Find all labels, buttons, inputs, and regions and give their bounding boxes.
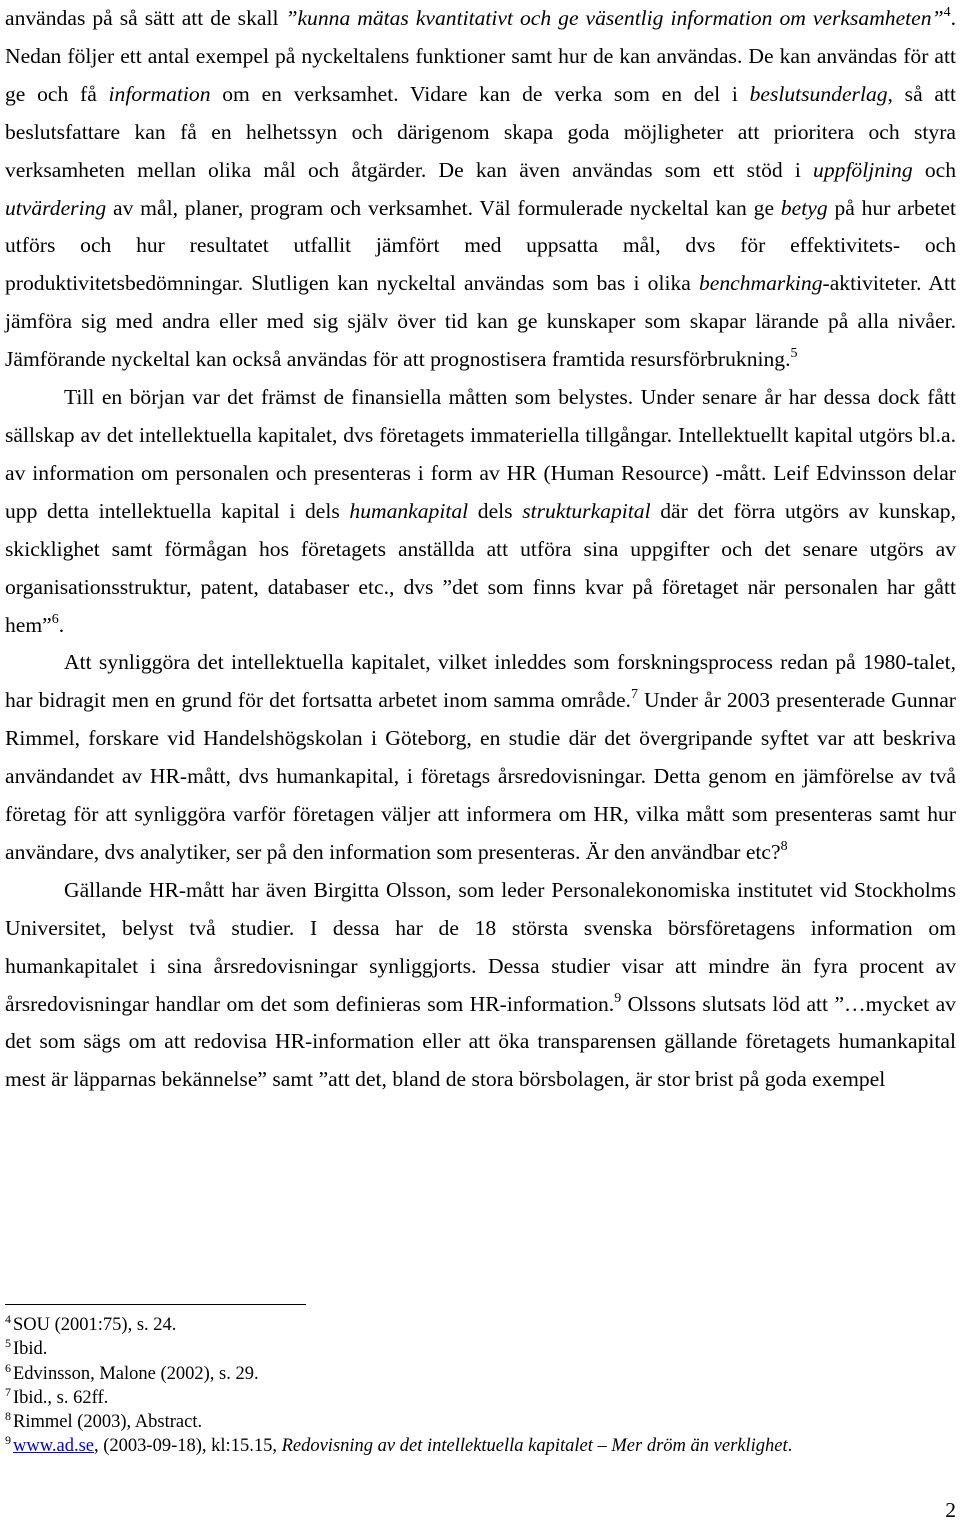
footnote-5: $^5$ Ibid. — [5, 1336, 48, 1360]
footnote-7: $^7$ Ibid., s. 62ff. — [5, 1384, 109, 1408]
paragraph-2: Till en början var det främst de finansiella måtten som belystes. Under senare år har dessa dock fått sällskap av det intellektuella kapitalet, dvs företagets immateriella tillgångar. Intellektuellt kapital utgörs bl.a. av information om personalen och presenteras i form av HR (Human Resource) -mått. Leif Edvinsson delar upp detta intellektuella kapital i dels humankapital dels strukturkapital där det förra utgörs av kunskap, skicklighet samt förmågan hos företagets anställda att utföra sina uppgifter och det senare utgörs av organisationsstruktur, patent, databaser etc., dvs ”det som finns kvar på företaget när personalen har gått hem”$^6$. — [5, 385, 956, 637]
page-number: 2 — [945, 1498, 956, 1522]
paragraph-3: Att synliggöra det intellektuella kapitalet, vilket inleddes som forskningsprocess redan på 1980-talet, har bidragit men en grund för det fortsatta arbetet inom samma område.$^7$ Under år 2003 presenterade Gunnar Rimmel, forskare vid Handelshögskolan i Göteborg, en studie där det övergripande syftet var att beskriva användandet av HR-mått, dvs humankapital, i företags årsredovisningar. Detta genom en jämförelse av två företag för att synliggöra varför företagen väljer att informera om HR, vilka mått som presenteras samt hur användare, dvs analytiker, ser på den information som presenteras. Är den användbar etc?$^8$ — [5, 650, 956, 864]
footnote-ref[interactable]: 9 — [614, 990, 622, 1006]
footnote-6: $^6$ Edvinsson, Malone (2002), s. 29. — [5, 1360, 259, 1384]
footnote-4: $^4$ SOU (2001:75), s. 24. — [5, 1312, 177, 1335]
footnote-link[interactable]: www.ad.se — [13, 1436, 95, 1457]
footnotes — [5, 1313, 956, 1459]
page-body — [5, 0, 956, 1099]
footnote-ref[interactable]: 6 — [51, 611, 59, 627]
footnote-8: $^8$ Rimmel (2003), Abstract. — [5, 1409, 203, 1433]
paragraph-1: användas på så sätt att de skall ”kunna mätas kvantitativt och ge väsentlig information om verksamheten”$^4$. Nedan följer ett antal exempel på nyckeltalens funktioner samt hur de kan användas. De kan användas för att ge och få information om en verksamhet. Vidare kan de verka som en del i beslutsunderlag, så att beslutsfattare kan få en helhetssyn och därigenom skapa goda möjligheter att prioritera och styra verksamheten mellan olika mål och åtgärder. De kan även användas som ett stöd i uppföljning och utvärdering av mål, planer, program och verksamhet. Väl formulerade nyckeltal kan ge betyg på hur arbetet utförs och hur resultatet utfallit jämfört med uppsatta mål, dvs för effektivitets- och produktivitetsbedömningar. Slutligen kan nyckeltal användas som bas i olika benchmarking-aktiviteter. Att jämföra sig med andra eller med sig själv över tid kan ge kunskaper som skapar lärande på alla nivåer. Jämförande nyckeltal kan också användas för att prognostisera framtida resursförbrukning.$^5$ — [5, 5, 957, 372]
footnote-9: $^9$ www.ad.se, (2003-09-18), kl:15.15, Redovisning av det intellektuella kapitalet – Mer dröm än verklighet. — [5, 1433, 793, 1457]
footnote-separator — [5, 1304, 306, 1305]
footnote-ref[interactable]: 7 — [630, 687, 638, 703]
footnote-ref[interactable]: 8 — [780, 838, 788, 854]
footnote-ref[interactable]: 4 — [943, 5, 951, 20]
paragraph-4: Gällande HR-mått har även Birgitta Olsson, som leder Personalekonomiska institutet vid Stockholms Universitet, belyst två studier. I dessa har de 18 största svenska börsföretagens information om humankapitalet i sina årsredovisningar synliggjorts. Dessa studier visar att mindre än fyra procent av årsredovisningar handlar om det som definieras som HR-information.$^9$ Olssons slutsats löd att ”…mycket av det som sägs om att redovisa HR-information eller att öka transparensen gällande företagets humankapital mest är läpparnas bekännelse” samt ”att det, bland de stora börsbolagen, är stor brist på goda exempel — [5, 877, 956, 1092]
footnote-ref[interactable]: 5 — [790, 346, 798, 362]
